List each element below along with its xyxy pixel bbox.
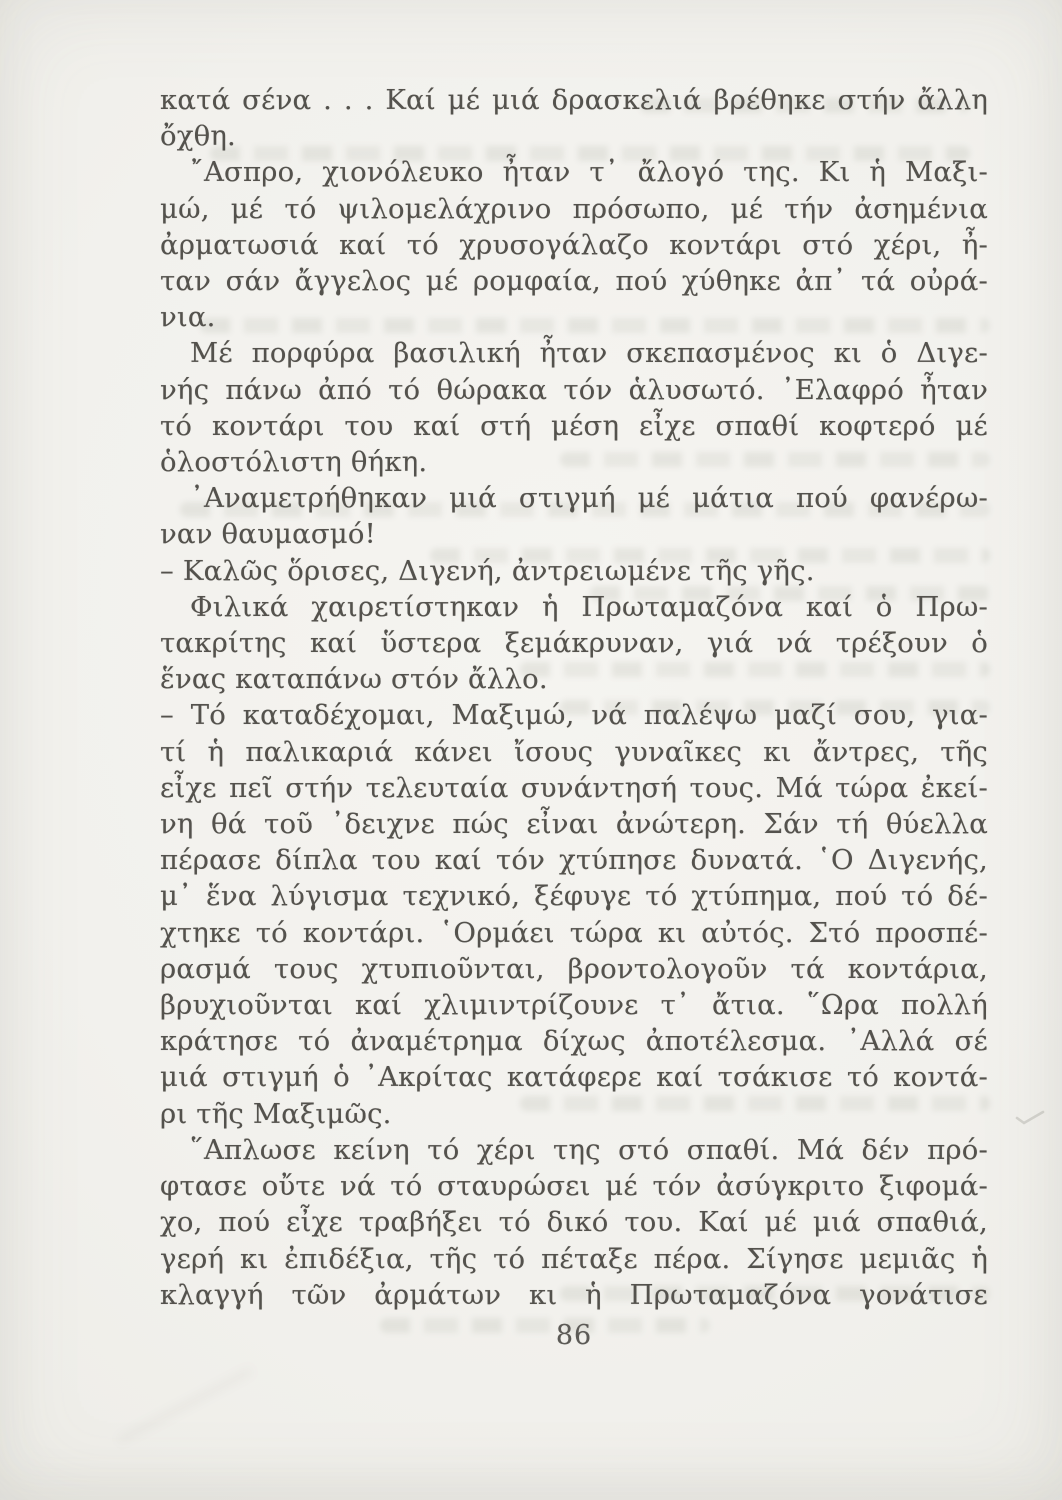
text-line: Μέ πορφύρα βασιλική ἦταν σκεπασμένος κι ὁ Διγε- — [190, 337, 988, 370]
text-line: κατά σένα . . . Καί μέ μιά δρασκελιά βρέθηκε στήν ἄλλη — [160, 84, 988, 116]
text-line: ὄχθη. — [160, 120, 236, 153]
text-line: φτασε οὔτε νά τό σταυρώσει μέ τόν ἀσύγκριτο ξιφομά- — [160, 1170, 988, 1203]
text-line: τακρίτης καί ὕστερα ξεμάκρυναν, γιά νά τρέξουν ὁ — [160, 627, 988, 660]
text-line: ἕνας καταπάνω στόν ἄλλο. — [160, 663, 548, 696]
text-line: Φιλικά χαιρετίστηκαν ἡ Πρωταμαζόνα καί ὁ Πρω- — [190, 590, 988, 623]
text-line: ναν θαυμασμό! — [160, 518, 376, 551]
text-line: νη θά τοῦ ᾿δειχνε πώς εἶναι ἀνώτερη. Σάν τή θύελλα — [160, 808, 988, 841]
text-line: μιά στιγμή ὁ ᾿Ακρίτας κατάφερε καί τσάκισε τό κοντά- — [160, 1061, 988, 1094]
text-line: νής πάνω ἀπό τό θώρακα τόν ἁλυσωτό. ᾿Ελαφρό ἦταν — [160, 373, 988, 406]
text-line: ὁλοστόλιστη θήκη. — [160, 446, 428, 479]
text-line: κλαγγή τῶν ἀρμάτων κι ἡ Πρωταμαζόνα γονάτισε — [160, 1278, 988, 1311]
text-line: ταν σάν ἄγγελος μέ ρομφαία, πού χύθηκε ἀπ᾿ τά οὐρά- — [160, 265, 988, 298]
text-line: – Τό καταδέχομαι, Μαξιμώ, νά παλέψω μαζί σου, για- — [160, 699, 988, 732]
page-text — [160, 82, 988, 1313]
text-line: νια. — [160, 301, 216, 334]
text-line: μ᾿ ἕνα λύγισμα τεχνικό, ξέφυγε τό χτύπημα, πού τό δέ- — [160, 880, 988, 913]
page-number: 86 — [555, 1320, 593, 1351]
text-line: – Καλῶς ὅρισες, Διγενή, ἀντρειωμένε τῆς γῆς. — [160, 554, 815, 587]
text-line: εἶχε πεῖ στήν τελευταία συνάντησή τους. Μά τώρα ἐκεί- — [160, 771, 988, 804]
text-line: ῎Ασπρο, χιονόλευκο ἦταν τ᾿ ἄλογό της. Κι ἡ Μαξι- — [190, 156, 988, 189]
text-line: ᾿Αναμετρήθηκαν μιά στιγμή μέ μάτια πού φανέρω- — [190, 482, 988, 515]
text-line: χο, πού εἶχε τραβήξει τό δικό του. Καί μέ μιά σπαθιά, — [160, 1206, 988, 1239]
text-line: μώ, μέ τό ψιλομελάχρινο πρόσωπο, μέ τήν ἀσημένια — [160, 192, 988, 225]
text-line: ῞Απλωσε κείνη τό χέρι της στό σπαθί. Μά δέν πρό- — [190, 1133, 988, 1166]
text-line: βρυχιοῦνται καί χλιμιντρίζουνε τ᾿ ἄτια. ῞Ωρα πολλή — [160, 989, 988, 1022]
scan-smudge — [117, 1367, 253, 1444]
text-line: ρι τῆς Μαξιμῶς. — [160, 1097, 392, 1130]
margin-check-mark — [1014, 1108, 1048, 1128]
text-line: γερή κι ἐπιδέξια, τῆς τό πέταξε πέρα. Σίγησε μεμιᾶς ἡ — [160, 1242, 988, 1275]
text-line: χτηκε τό κοντάρι. ῾Ορμάει τώρα κι αὐτός. Στό προσπέ- — [160, 916, 988, 949]
text-line: ρασμά τους χτυπιοῦνται, βροντολογοῦν τά κοντάρια, — [160, 952, 988, 985]
text-line: πέρασε δίπλα του καί τόν χτύπησε δυνατά. ῾Ο Διγενής, — [160, 844, 988, 877]
text-line: τί ἡ παλικαριά κάνει ἴσους γυναῖκες κι ἄντρες, τῆς — [160, 735, 988, 768]
text-line: τό κοντάρι του καί στή μέση εἶχε σπαθί κοφτερό μέ — [160, 409, 988, 442]
text-line: κράτησε τό ἀναμέτρημα δίχως ἀποτέλεσμα. ᾿Αλλά σέ — [160, 1025, 988, 1058]
text-line: ἀρματωσιά καί τό χρυσογάλαζο κοντάρι στό χέρι, ἦ- — [160, 228, 988, 261]
